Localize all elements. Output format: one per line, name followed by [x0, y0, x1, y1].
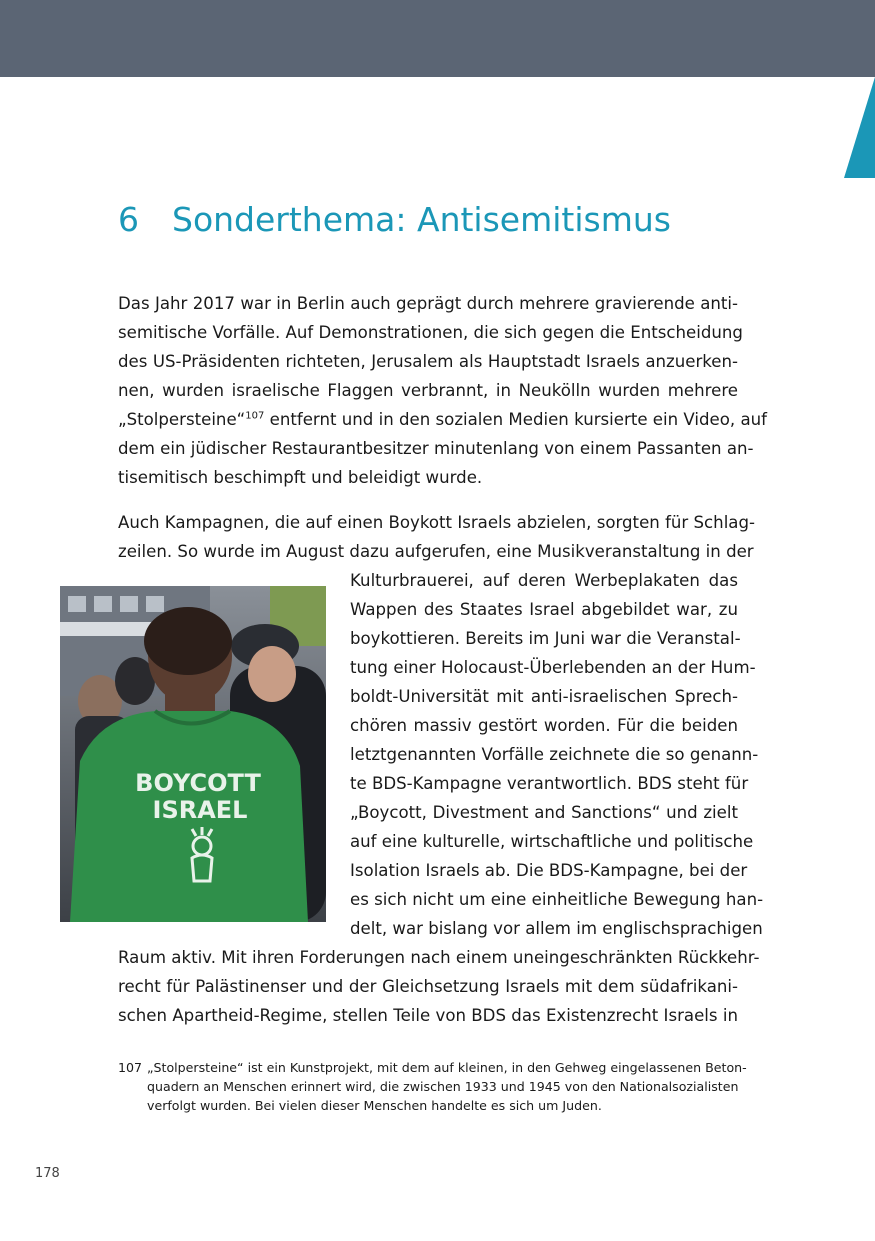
chapter-tab-marker: [844, 77, 875, 178]
text-segment: entfernt und in den sozialen Medien kursierte ein Video, auf: [264, 410, 767, 429]
boycott-shirt-illustration: [60, 586, 326, 922]
footnote-line: „Stolpersteine“ ist ein Kunstprojekt, mit dem auf kleinen, in den Gehweg eingelassenen Beton-: [147, 1060, 747, 1075]
chapter-heading: [118, 200, 671, 239]
footnote-text: [147, 1058, 747, 1115]
stolpersteine-term: „Stolpersteine“: [118, 410, 246, 429]
text-line: Kulturbrauerei, auf deren Werbeplakaten das: [350, 571, 738, 590]
text-line: zeilen. So wurde im August dazu aufgerufen, eine Musikveranstaltung in der: [118, 542, 754, 561]
text-line: letztgenannten Vorfälle zeichnete die so genann-: [350, 745, 759, 764]
text-line: des US-Präsidenten richteten, Jerusalem als Hauptstadt Israels anzuerken-: [118, 352, 738, 371]
text-line: nen, wurden israelische Flaggen verbrannt, in Neukölln wurden mehrere: [118, 381, 738, 400]
paragraph-1: [118, 289, 767, 492]
text-line: semitische Vorfälle. Auf Demonstrationen, die sich gegen die Entscheidung: [118, 323, 743, 342]
text-line: boldt-Universität mit anti-israelischen Sprech-: [350, 687, 738, 706]
text-line: recht für Palästinenser und der Gleichsetzung Israels mit dem südafrikani-: [118, 977, 738, 996]
text-line: Das Jahr 2017 war in Berlin auch geprägt durch mehrere gravierende anti-: [118, 294, 738, 313]
protest-photo: [60, 586, 326, 922]
text-line-with-footnote: [118, 405, 767, 434]
chapter-title: Sonderthema: Antisemitismus: [172, 200, 671, 239]
footnote-line: verfolgt wurden. Bei vielen dieser Menschen handelte es sich um Juden.: [147, 1098, 602, 1113]
text-line: tung einer Holocaust-Überlebenden an der Hum-: [350, 658, 756, 677]
text-line: Wappen des Staates Israel abgebildet war, zu: [350, 600, 738, 619]
text-line: es sich nicht um eine einheitliche Bewegung han-: [350, 890, 764, 909]
text-line: Isolation Israels ab. Die BDS-Kampagne, bei der: [350, 861, 748, 880]
text-line: schen Apartheid-Regime, stellen Teile von BDS das Existenzrecht Israels in: [118, 1006, 738, 1025]
footnote-line: quadern an Menschen erinnert wird, die zwischen 1933 und 1945 von den Nationalsozialisten: [147, 1079, 739, 1094]
footnote-number: 107: [118, 1060, 143, 1075]
header-bar: [0, 0, 875, 77]
text-line: auf eine kulturelle, wirtschaftliche und politische: [350, 832, 754, 851]
text-line: te BDS-Kampagne verantwortlich. BDS steht für: [350, 774, 749, 793]
footnote-reference[interactable]: 107: [245, 410, 265, 422]
text-line: „Boycott, Divestment and Sanctions“ und zielt: [350, 803, 738, 822]
shirt-text-israel: ISRAEL: [152, 796, 248, 824]
page-number: 178: [35, 1166, 60, 1181]
shirt-text-boycott: BOYCOTT: [135, 769, 261, 797]
text-line: Raum aktiv. Mit ihren Forderungen nach einem uneingeschränkten Rückkehr-: [118, 948, 760, 967]
chapter-number: 6: [118, 200, 139, 239]
text-line: Auch Kampagnen, die auf einen Boykott Israels abzielen, sorgten für Schlag-: [118, 513, 755, 532]
text-line: dem ein jüdischer Restaurantbesitzer minutenlang von einem Passanten an-: [118, 439, 754, 458]
text-line: chören massiv gestört worden. Für die beiden: [350, 716, 738, 735]
text-line: tisemitisch beschimpft und beleidigt wurde.: [118, 468, 483, 487]
text-line: delt, war bislang vor allem im englischsprachigen: [350, 919, 763, 938]
text-line: boykottieren. Bereits im Juni war die Veranstal-: [350, 629, 741, 648]
